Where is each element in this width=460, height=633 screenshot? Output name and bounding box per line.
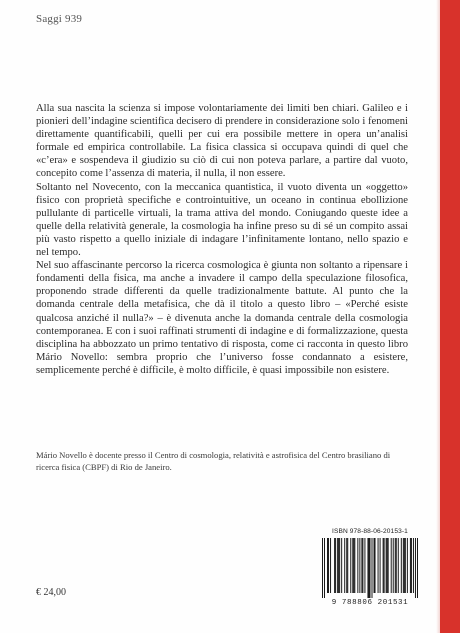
blurb-paragraph-3: Nel suo affascinante percorso la ricerca cosmologica è giunta non soltanto a ripensare i fondamenti della fisica, ma anche a invadere il campo della speculazione filosofica, proponendo strade differenti da quelle tradizionalmente battute. Al punto che la domanda centrale della metafisica, che dà il titolo a questo libro – «Perché esiste qualcosa anziché il nulla?» – è divenuta anche la domanda centrale della cosmologia contemporanea. E con i suoi raffinati strumenti di indagine e di formalizzazione, questa disciplina ha abbozzato un primo tentativo di risposta, come ci racconta in questo libro Mário Novello: sembra proprio che l’universo fosse condannato a esistere, semplicemente perché è difficile, è molto difficile, è quasi impossibile non esistere. xyxy=(36,260,408,376)
isbn-barcode-block xyxy=(318,528,422,612)
barcode-bar xyxy=(362,538,363,593)
barcode-bar xyxy=(378,538,379,593)
barcode-bar xyxy=(417,538,418,598)
barcode-bar xyxy=(338,538,339,593)
barcode-bar xyxy=(395,538,396,593)
barcode-bar xyxy=(369,538,370,598)
barcode-bar xyxy=(357,538,358,593)
barcode-bar xyxy=(413,538,414,593)
blurb-text xyxy=(36,102,408,377)
barcode-bar xyxy=(330,538,331,593)
blurb-paragraph-2: Soltanto nel Novecento, con la meccanica quantistica, il vuoto diventa un «oggetto» fisico con proprietà specifiche e controintuitive, un oceano in continua ebollizione pullulante di particelle virtuali, la trama attiva del mondo. Coniugando queste idee a quelle della relatività generale, la cosmologia ha infine preso su di sé un compito assai più vasto rispetto a quello iniziale di indagare l’infinitamente lontano, nello spazio e nel tempo. xyxy=(36,181,408,259)
barcode-bar xyxy=(354,538,355,593)
barcode-bar xyxy=(403,538,404,593)
barcode-bar xyxy=(380,538,381,593)
barcode-bar xyxy=(388,538,389,593)
barcode-bar xyxy=(396,538,397,593)
barcode-bar xyxy=(401,538,402,593)
barcode-bar xyxy=(337,538,338,593)
barcode-bar xyxy=(372,538,373,598)
barcode-bar xyxy=(327,538,328,593)
barcode-bar xyxy=(405,538,406,593)
barcode-bar xyxy=(341,538,342,593)
barcode-bar xyxy=(387,538,388,593)
barcode-bar xyxy=(368,538,369,598)
barcode-bar xyxy=(346,538,347,593)
barcode-bar xyxy=(335,538,336,593)
barcode-bar xyxy=(359,538,360,593)
red-spine-band xyxy=(440,0,460,633)
barcode-bar xyxy=(364,538,365,593)
barcode-bar xyxy=(352,538,353,593)
barcode-bar xyxy=(398,538,399,593)
barcode-bar xyxy=(347,538,348,593)
barcode-bar xyxy=(383,538,384,593)
author-note: Mário Novello è docente presso il Centro di cosmologia, relatività e astrofisica del Centro brasiliano di ricerca fisica (CBPF) di Rio de Janeiro. xyxy=(36,450,391,472)
barcode-bar xyxy=(386,538,387,593)
barcode-bar xyxy=(415,538,416,598)
barcode-bar xyxy=(322,538,323,598)
barcode-bar xyxy=(353,538,354,593)
barcode-bar xyxy=(328,538,329,593)
barcode-bar xyxy=(350,538,351,593)
barcode-bar xyxy=(411,538,412,593)
series-label: Saggi 939 xyxy=(36,13,83,25)
barcode-bar xyxy=(367,538,368,598)
barcode-bar xyxy=(410,538,411,593)
barcode-bar xyxy=(344,538,345,593)
barcode-digits: 9 788806 201531 xyxy=(331,599,409,607)
barcode-bar xyxy=(375,538,376,593)
price-label: € 24,00 xyxy=(36,587,66,598)
barcode-bar xyxy=(404,538,405,593)
barcode-bar xyxy=(324,538,325,598)
barcode-bar xyxy=(361,538,362,593)
barcode-bar xyxy=(391,538,392,593)
barcode-bar xyxy=(393,538,394,593)
barcode-bar xyxy=(407,538,408,593)
barcode-bar xyxy=(334,538,335,593)
isbn-label: ISBN 978-88-06-20153-1 xyxy=(332,528,408,535)
barcode-icon xyxy=(322,538,418,598)
barcode-bar xyxy=(374,538,375,593)
barcode-bar xyxy=(384,538,385,593)
barcode-bar xyxy=(339,538,340,593)
blurb-paragraph-1: Alla sua nascita la scienza si impose volontariamente dei limiti ben chiari. Galileo e i pionieri dell’indagine scientifica decisero di prendere in considerazione solo i fenomeni direttamente quantificabili, quelli per cui era possibile mettere in opera un’analisi formale ed empirica controllabile. La fisica classica si occupava quindi di quel che «c’era» e sospendeva il giudizio su ciò di cui non poteva parlare, a partire dal vuoto, concepito come l’assenza di materia, il nulla, il non essere. xyxy=(36,103,408,180)
